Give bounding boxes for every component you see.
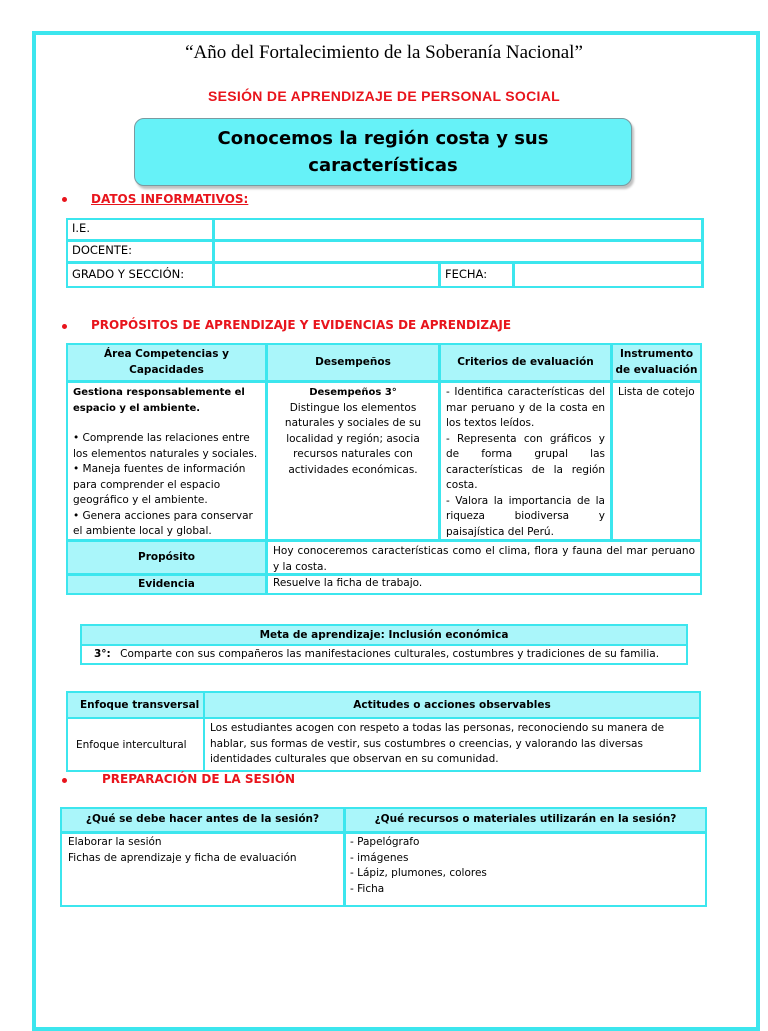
docente-value[interactable]: [215, 242, 701, 261]
competencias-cell: [68, 383, 265, 539]
desempenos-title: Desempeños 3°: [309, 387, 397, 398]
docente-label: DOCENTE:: [68, 242, 212, 261]
prep-recursos-cell: [346, 834, 705, 905]
recurso-item: - Lápiz, plumones, colores: [350, 867, 487, 879]
evidencia-label: Evidencia: [68, 576, 265, 593]
prep-antes-cell: [62, 834, 343, 905]
proposito-text: Hoy conoceremos características como el clima, flora y fauna del mar peruano y la costa.: [268, 542, 700, 573]
criterio-item: - Valora la importancia de la riqueza biodiversa y paisajística del Perú.: [446, 494, 605, 538]
meta-text: Comparte con sus compañeros las manifestaciones culturales, costumbres y tradiciones de su familia.: [120, 648, 660, 660]
bullet-icon: [62, 324, 67, 329]
recurso-item: - Ficha: [350, 882, 385, 895]
datos-heading: DATOS INFORMATIVOS:: [91, 192, 249, 206]
recurso-item: - imágenes: [350, 851, 409, 864]
meta-row: [82, 646, 686, 663]
prep-header-left: ¿Qué se debe hacer antes de la sesión?: [62, 809, 343, 831]
grado-label: GRADO Y SECCIÓN:: [68, 264, 212, 286]
bullet-icon: [62, 778, 67, 783]
criterio-item: - Representa con gráficos y de forma grupal las características de la región costa.: [446, 432, 605, 491]
grado-value[interactable]: [215, 264, 438, 286]
session-title: SESIÓN DE APRENDIZAJE DE PERSONAL SOCIAL: [208, 88, 560, 104]
preparacion-table: [60, 807, 707, 907]
criterio-item: - Identifica características del mar peruano y de la costa en los textos leídos.: [446, 386, 605, 429]
motto: “Año del Fortalecimiento de la Soberanía Nacional”: [185, 42, 583, 63]
capacidad-item: • Maneja fuentes de información para comprender el espacio geográfico y el ambiente.: [73, 463, 246, 506]
topic-title: Conocemos la región costa y sus características: [134, 118, 632, 186]
propositos-table: [66, 343, 702, 595]
prep-header-right: ¿Qué recursos o materiales utilizarán en la sesión?: [346, 809, 705, 831]
desempenos-text: Distingue los elementos naturales y sociales de su localidad y región; asocia recursos naturales con actividades económicas.: [284, 401, 422, 476]
meta-title: Meta de aprendizaje: Inclusión económica: [82, 626, 686, 644]
ie-value[interactable]: [215, 220, 701, 239]
enfoque-header-right: Actitudes o acciones observables: [205, 693, 699, 717]
meta-table: [80, 624, 688, 665]
propositos-heading: PROPÓSITOS DE APRENDIZAJE Y EVIDENCIAS DE APRENDIZAJE: [91, 318, 512, 332]
header-criterios: Criterios de evaluación: [441, 345, 610, 380]
info-table: [66, 218, 704, 288]
header-instrumento: Instrumento de evaluación: [613, 345, 700, 380]
fecha-label: FECHA:: [441, 264, 512, 286]
enfoque-header-left: Enfoque transversal: [68, 693, 203, 717]
evidencia-text: Resuelve la ficha de trabajo.: [268, 576, 700, 593]
instrumento-cell: Lista de cotejo: [613, 383, 700, 539]
header-area: Área Competencias y Capacidades: [68, 345, 265, 380]
enfoque-name: Enfoque intercultural: [68, 719, 203, 770]
capacidad-item: • Comprende las relaciones entre los elementos naturales y sociales.: [73, 432, 258, 460]
ie-label: I.E.: [68, 220, 212, 239]
preparacion-heading: PREPARACIÓN DE LA SESIÓN: [102, 772, 296, 786]
proposito-label: Propósito: [68, 542, 265, 573]
desempenos-cell: [268, 383, 438, 539]
competencia-title: Gestiona responsablemente el espacio y el ambiente.: [73, 387, 245, 414]
antes-item: Fichas de aprendizaje y ficha de evaluación: [68, 851, 297, 864]
recurso-item: - Papelógrafo: [350, 836, 420, 848]
criterios-cell: [441, 383, 610, 539]
enfoque-table: [66, 691, 701, 772]
fecha-value[interactable]: [515, 264, 701, 286]
meta-grade: 3°:: [94, 648, 111, 660]
bullet-icon: [62, 197, 67, 202]
capacidad-item: • Genera acciones para conservar el ambiente local y global.: [73, 509, 253, 537]
antes-item: Elaborar la sesión: [68, 836, 162, 848]
enfoque-text: Los estudiantes acogen con respeto a todas las personas, reconociendo su manera de hablar, sus formas de vestir, sus costumbres o creencias, y valorando las diversas identidades culturales que observan en su comunidad.: [205, 719, 699, 770]
header-desempenos: Desempeños: [268, 345, 438, 380]
